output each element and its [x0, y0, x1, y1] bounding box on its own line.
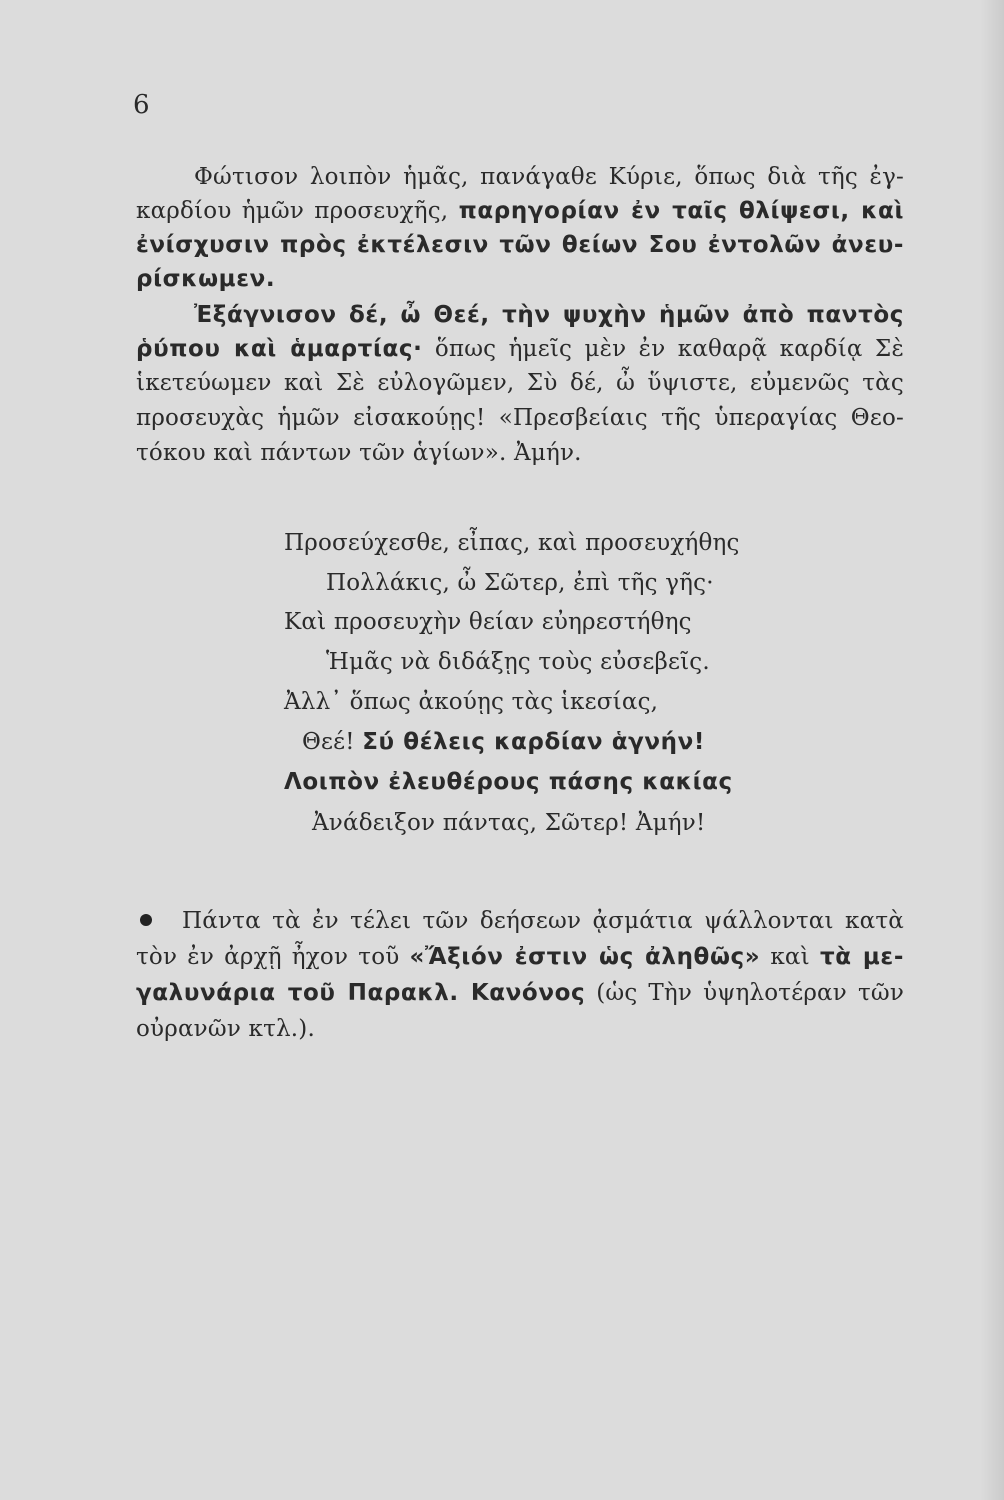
- poem-line-7: Λοιπὸν ἐλευθέρους πάσης κακίας: [284, 769, 733, 795]
- note-line-2-conjunction: καὶ: [770, 944, 810, 970]
- paragraph-2-line-2-bold: ῥύπου καὶ ἁμαρτίας·: [136, 336, 423, 362]
- note-line-4: οὐρανῶν κτλ.).: [136, 1016, 315, 1042]
- paragraph-1-line-2-regular: καρδίου ἡμῶν προσευχῆς,: [136, 198, 449, 224]
- poem-line-6-bold: Σύ θέλεις καρδίαν ἁγνήν!: [362, 729, 705, 755]
- poem-line-1: Προσεύχεσθε, εἶπας, καὶ προσευχήθης: [284, 530, 740, 556]
- paragraph-2-line-1: Ἐξάγνισον δέ, ὦ Θεέ, τὴν ψυχὴν ἡμῶν ἀπὸ παντὸς: [194, 302, 904, 328]
- note-line-2-bold-end: τὰ με-: [820, 944, 904, 970]
- paragraph-1-line-4: ρίσκωμεν.: [136, 266, 276, 292]
- poem-line-5: Ἀλλ᾽ ὅπως ἀκούῃς τὰς ἱκεσίας,: [284, 689, 659, 715]
- paragraph-1-line-3: ἐνίσχυσιν πρὸς ἐκτέλεσιν τῶν θείων Σου ἐντολῶν ἀνευ-: [136, 232, 904, 258]
- poem-line-6-regular: Θεέ!: [302, 729, 355, 755]
- paragraph-2-line-2: [136, 332, 904, 366]
- note-line-3-regular: (ὡς Τὴν ὑψηλοτέραν τῶν: [596, 980, 904, 1006]
- note-line-3-bold: γαλυνάρια τοῦ Παρακλ. Κανόνος: [136, 980, 586, 1006]
- poem-line-6: [302, 725, 705, 759]
- note-line-2-regular: τὸν ἐν ἀρχῇ ἦχον τοῦ: [136, 944, 400, 970]
- note-line-2: [136, 940, 904, 974]
- page-edge-shadow: [980, 0, 1004, 1500]
- poem-line-2: Πολλάκις, ὦ Σῶτερ, ἐπὶ τῆς γῆς·: [326, 570, 714, 596]
- paragraph-1-line-2-bold: παρηγορίαν ἐν ταῖς θλίψεσι, καὶ: [458, 198, 904, 224]
- poem-line-8: Ἀνάδειξον πάντας, Σῶτερ! Ἀμήν!: [312, 810, 706, 836]
- poem-line-3: Καὶ προσευχὴν θείαν εὐηρεστήθης: [284, 609, 692, 635]
- page-number: 6: [133, 90, 150, 120]
- paragraph-1-line-1: Φώτισον λοιπὸν ἡμᾶς, πανάγαθε Κύριε, ὅπως διὰ τῆς ἐγ-: [194, 164, 904, 190]
- paragraph-2-line-5: τόκου καὶ πάντων τῶν ἁγίων». Ἀμήν.: [136, 440, 582, 466]
- paragraph-1-line-2: [136, 194, 904, 228]
- bullet-icon: [140, 914, 152, 926]
- note-line-1-text: Πάντα τὰ ἐν τέλει τῶν δεήσεων ᾀσμάτια ψάλλονται κατὰ: [182, 908, 904, 934]
- paragraph-2-line-3: ἱκετεύωμεν καὶ Σὲ εὐλογῶμεν, Σὺ δέ, ὦ ὕψιστε, εὐμενῶς τὰς: [136, 370, 904, 396]
- paragraph-2-line-2-regular: ὅπως ἡμεῖς μὲν ἐν καθαρᾷ καρδίᾳ Σὲ: [434, 336, 904, 362]
- note-line-1: [140, 904, 904, 938]
- poem-line-4: Ἡμᾶς νὰ διδάξῃς τοὺς εὐσεβεῖς.: [326, 649, 710, 675]
- note-line-3: [136, 976, 904, 1010]
- note-line-2-bold-title: «Ἄξιόν ἐστιν ὡς ἀληθῶς»: [409, 944, 761, 970]
- paragraph-2-line-4: προσευχὰς ἡμῶν εἰσακούῃς! «Πρεσβείαις τῆς ὑπεραγίας Θεο-: [136, 405, 904, 431]
